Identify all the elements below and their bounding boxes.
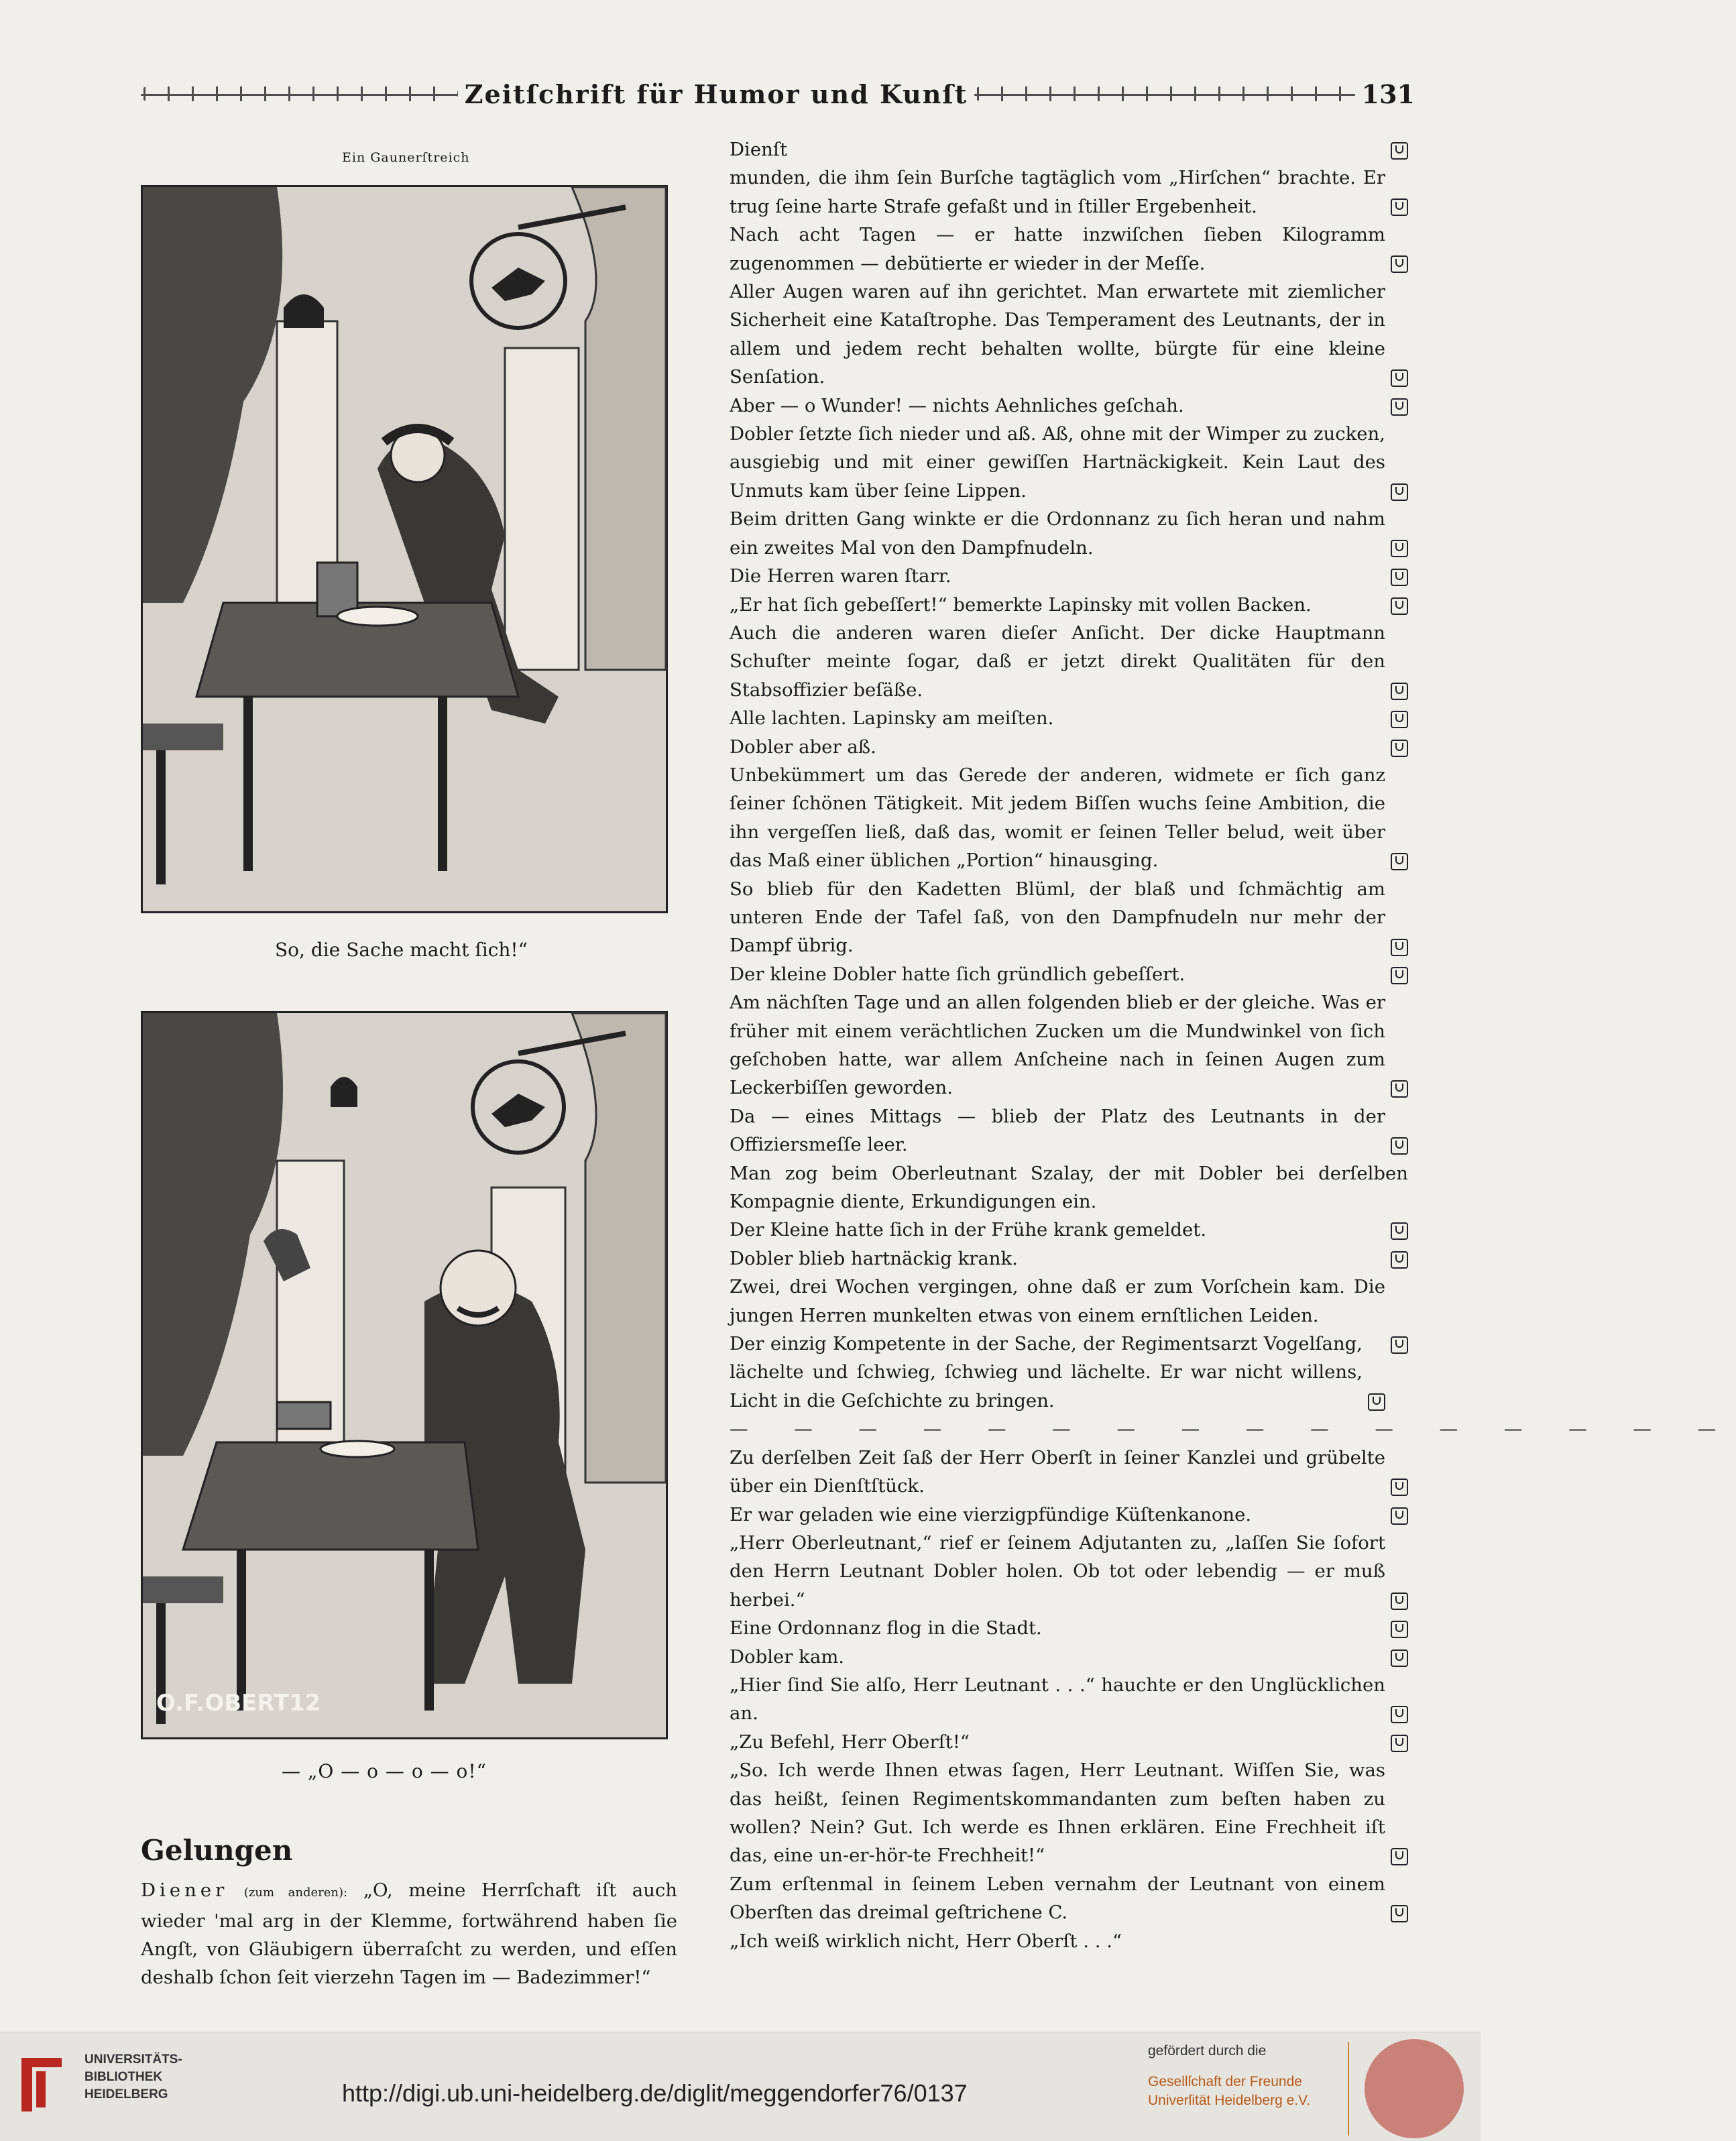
story-paragraph: [730, 875, 1408, 960]
paragraph-end-icon: [1391, 939, 1408, 956]
story-paragraph: [730, 1444, 1408, 1501]
story-paragraph: [730, 1102, 1408, 1159]
paragraph-text: Am nächſten Tage und an allen folgenden blieb er der gleiche. Was er früher mit einem verächtlichen Zucken um die Mundwinkel von ſich geſchoben hatte, war allem Anſcheine nach in ſeinen Augen zum Leckerbiſſen geworden.: [730, 992, 1385, 1099]
paragraph-text: Beim dritten Gang winkte er die Ordonnanz zu ſich heran und nahm ein zweites Mal von den Dampfnudeln.: [730, 508, 1385, 559]
paragraph-text: „Zu Befehl, Herr Oberſt!“: [730, 1731, 970, 1753]
library-logo-icon[interactable]: [16, 2051, 76, 2118]
paragraph-end-icon: [1391, 1137, 1408, 1155]
speaker-note: (zum anderen):: [243, 1886, 348, 1900]
story-paragraph: [730, 1529, 1408, 1614]
paragraph-end-icon: [1391, 1621, 1408, 1638]
section-divider: — — — — — — — — — — — — — — — —: [730, 1418, 1736, 1440]
paragraph-end-icon: [1391, 967, 1408, 984]
story-paragraph: [730, 1216, 1408, 1244]
story-paragraph: [730, 1671, 1408, 1728]
story-paragraph: [730, 392, 1408, 420]
header-ornament-left: [141, 86, 458, 101]
story-paragraph: [730, 505, 1408, 562]
story-paragraph: [730, 1273, 1408, 1330]
paragraph-end-icon: [1368, 1393, 1385, 1411]
paragraph-end-icon: [1391, 1080, 1408, 1098]
story-paragraph: [730, 704, 1408, 732]
paragraph-end-icon: [1391, 853, 1408, 870]
paragraph-text: Der einzig Kompetente in der Sache, der Regimentsarzt Vogelſang, lächelte und ſchwieg, ſchwieg und lächelte. Er war nicht willens, Licht in die Geſchichte zu bringen.: [730, 1333, 1363, 1411]
footer-bar: [0, 2032, 1481, 2141]
story-paragraph: [730, 1728, 1408, 1756]
story-paragraph: [730, 733, 1408, 761]
illustration-top-caption: So, die Sache macht ſich!“: [275, 939, 528, 961]
paragraph-text: munden, die ihm ſein Burſche tagtäglich vom „Hirſchen“ brachte. Er trug ſeine harte Strafe gefaßt und in ſtiller Ergebenheit.: [730, 167, 1385, 217]
paragraph-text: „Hier ſind Sie alſo, Herr Leutnant . . .“ hauchte er den Unglücklichen an.: [730, 1674, 1385, 1725]
paragraph-text: Zum erſtenmal in ſeinem Leben vernahm der Leutnant von einem Oberſten das dreimal geſtrichene C.: [730, 1873, 1385, 1924]
paragraph-end-icon: [1391, 369, 1408, 387]
page-number: 131: [1361, 78, 1415, 109]
paragraph-text: Aber — o Wunder! — nichts Aehnliches geſchah.: [730, 394, 1184, 416]
paragraph-end-icon: [1391, 398, 1408, 416]
paragraph-text: Dobler blieb hartnäckig krank.: [730, 1247, 1018, 1269]
story-column: [730, 135, 1736, 1955]
paragraph-text: Unbekümmert um das Gerede der anderen, widmete er ſich ganz ſeiner ſchönen Tätigkeit. Mit jedem Biſſen wuchs ſeine Ambition, die ihn vergeſſen ließ, daß das, womit er ſeinen Teller belud, weit über das Maß einer üblichen „Portion“ hinausging.: [730, 764, 1385, 872]
illustration-series-title: Ein Gaunerſtreich: [342, 150, 470, 165]
paragraph-text: „Er hat ſich gebeſſert!“ bemerkte Lapinsky mit vollen Backen.: [730, 593, 1312, 616]
paragraph-end-icon: [1391, 255, 1408, 273]
story-paragraph: [730, 1927, 1408, 1955]
story-paragraph: [730, 420, 1408, 505]
story-paragraph: [730, 562, 1408, 590]
paragraph-end-icon: [1391, 740, 1408, 757]
paragraph-text: Dobler aber aß.: [730, 736, 876, 758]
story-paragraph: [730, 1870, 1408, 1927]
paragraph-end-icon: [1391, 711, 1408, 728]
paragraph-end-icon: [1391, 1650, 1408, 1667]
story-paragraph: [730, 164, 1408, 221]
paragraph-end-icon: [1391, 1479, 1408, 1496]
paragraph-end-icon: [1391, 1735, 1408, 1752]
paragraph-text: Der kleine Dobler hatte ſich gründlich gebeſſert.: [730, 963, 1185, 985]
journal-title: Zeitſchrift für Humor und Kunſt: [464, 78, 968, 109]
paragraph-text: „Herr Oberleutnant,“ rief er ſeinem Adjutanten zu, „laſſen Sie ſofort den Herrn Leutnant Dobler holen. Ob tot oder lebendig — er muß herbei.“: [730, 1531, 1385, 1611]
story-paragraph: [730, 1245, 1408, 1273]
paragraph-text: Dienſt: [730, 139, 788, 160]
paragraph-text: Nach acht Tagen — er hatte inzwiſchen ſieben Kilogramm zugenommen — debütierte er wieder in der Meſſe.: [730, 224, 1385, 274]
paragraph-text: Da — eines Mittags — blieb der Platz des Leutnants in der Offiziersmeſſe leer.: [730, 1105, 1385, 1156]
paragraph-text: „Ich weiß wirklich nicht, Herr Oberſt . . .“: [730, 1930, 1122, 1952]
paragraph-end-icon: [1391, 1706, 1408, 1723]
paragraph-text: Eine Ordonnanz flog in die Stadt.: [730, 1617, 1042, 1639]
story-paragraph: [730, 988, 1408, 1102]
paragraph-end-icon: [1391, 142, 1408, 160]
paragraph-text: Alle lachten. Lapinsky am meiſten.: [730, 707, 1054, 730]
paragraph-text: Zwei, drei Wochen vergingen, ohne daß er zum Vorſchein kam. Die jungen Herren munkelten etwas von einem ernſtlichen Leiden.: [730, 1276, 1385, 1326]
paragraph-text: Dobler ſetzte ſich nieder und aß. Aß, ohne mit der Wimper zu zucken, ausgiebig und mit einer gewiſſen Hartnäckigkeit. Kein Laut des Unmuts kam über ſeine Lippen.: [730, 423, 1385, 502]
story-paragraph: [730, 221, 1408, 278]
paragraph-end-icon: [1391, 1593, 1408, 1610]
paragraph-end-icon: [1391, 540, 1408, 557]
story-paragraph: [730, 135, 1408, 164]
page-header: [141, 75, 1415, 113]
paragraph-end-icon: [1391, 597, 1408, 615]
paragraph-text: Die Herren waren ſtarr.: [730, 565, 951, 587]
story-paragraph: [730, 761, 1408, 875]
illustration-bottom: [141, 1011, 668, 1739]
paragraph-text: Aller Augen waren auf ihn gerichtet. Man erwartete mit ziemlicher Sicherheit eine Kataſtrophe. Das Temperament des Leutnants, der in allem und jedem recht behalten wollte, bürgte für eine kleine Senſation.: [730, 281, 1385, 388]
paragraph-text: So blieb für den Kadetten Blüml, der blaß und ſchmächtig am unteren Ende der Tafel ſaß, von den Dampfnudeln nur mehr der Dampf übrig.: [730, 878, 1385, 957]
paragraph-end-icon: [1391, 1222, 1408, 1240]
illustration-top-drawing: [143, 187, 666, 911]
paragraph-text: Dobler kam.: [730, 1645, 845, 1668]
paragraph-end-icon: [1391, 1507, 1408, 1525]
story-paragraph: [730, 619, 1408, 704]
paragraph-text: Man zog beim Oberleutnant Szalay, der mit Dobler bei derſelben Kompagnie diente, Erkundigungen ein.: [730, 1162, 1408, 1213]
section-text: „O, meine Herrſchaft iſt auch wieder 'mal arg in der Klemme, fortwährend haben ſie Angſt, von Gläubigern überraſcht zu werden, und eſſen deshalb ſchon ſeit vierzehn Tagen im — Badezimmer!“: [141, 1879, 678, 1988]
paragraph-end-icon: [1391, 1848, 1408, 1865]
sponsor-name[interactable]: Gesellſchaft der Freunde Univerſität Heidelberg e.V.: [1148, 2074, 1311, 2108]
story-paragraph: [730, 1614, 1408, 1642]
library-name: UNIVERSITÄTS- BIBLIOTHEK HEIDELBERG: [84, 2052, 182, 2101]
paragraph-end-icon: [1391, 1251, 1408, 1269]
header-ornament-right: [974, 86, 1354, 101]
story-paragraph: [730, 278, 1408, 392]
paragraph-text: Auch die anderen waren dieſer Anſicht. Der dicke Hauptmann Schuſter meinte ſogar, daß er jetzt direkt Qualitäten für den Stabsoffizier beſäße.: [730, 622, 1385, 701]
footer-divider: [1348, 2042, 1349, 2136]
university-seal-icon: [1365, 2039, 1464, 2138]
paragraph-end-icon: [1391, 1905, 1408, 1922]
section-title: Gelungen: [141, 1834, 293, 1867]
paragraph-end-icon: [1391, 683, 1408, 700]
story-paragraph: [730, 1501, 1408, 1529]
funded-by-label: gefördert durch die: [1148, 2043, 1267, 2059]
story-paragraph: [730, 1159, 1408, 1216]
paragraph-text: Er war geladen wie eine vierzigpfündige Küſtenkanone.: [730, 1503, 1252, 1525]
story-paragraph: [730, 591, 1408, 619]
story-paragraph: [730, 960, 1408, 988]
paragraph-end-icon: [1391, 569, 1408, 586]
story-paragraph: [730, 1330, 1408, 1415]
paragraph-text: Der Kleine hatte ſich in der Frühe krank gemeldet.: [730, 1219, 1207, 1241]
illustration-bottom-caption: — „O — o — o — o!“: [282, 1760, 487, 1782]
illustration-top: [141, 185, 668, 913]
permalink-url[interactable]: http://digi.ub.uni-heidelberg.de/diglit/meggendorfer76/0137: [342, 2079, 968, 2107]
illustration-bottom-drawing: [143, 1013, 666, 1737]
story-paragraph: [730, 1643, 1408, 1671]
speaker-name: Diener: [141, 1879, 229, 1901]
paragraph-text: „So. Ich werde Ihnen etwas ſagen, Herr Leutnant. Wiſſen Sie, was das heißt, ſeinen Regimentskommandanten zum beſten haben zu wollen? Nein? Gut. Ich werde es Ihnen erklären. Eine Frechheit iſt das, eine un-er-hör-te Frechheit!“: [730, 1759, 1385, 1867]
artist-signature: O.F.OBERT12: [156, 1690, 321, 1717]
story-paragraph: [730, 1756, 1408, 1870]
paragraph-end-icon: [1391, 198, 1408, 216]
paragraph-end-icon: [1391, 483, 1408, 501]
section-body: [141, 1876, 677, 1991]
paragraph-text: Zu derſelben Zeit ſaß der Herr Oberſt in ſeiner Kanzlei und grübelte über ein Dienſtſtück.: [730, 1446, 1385, 1497]
